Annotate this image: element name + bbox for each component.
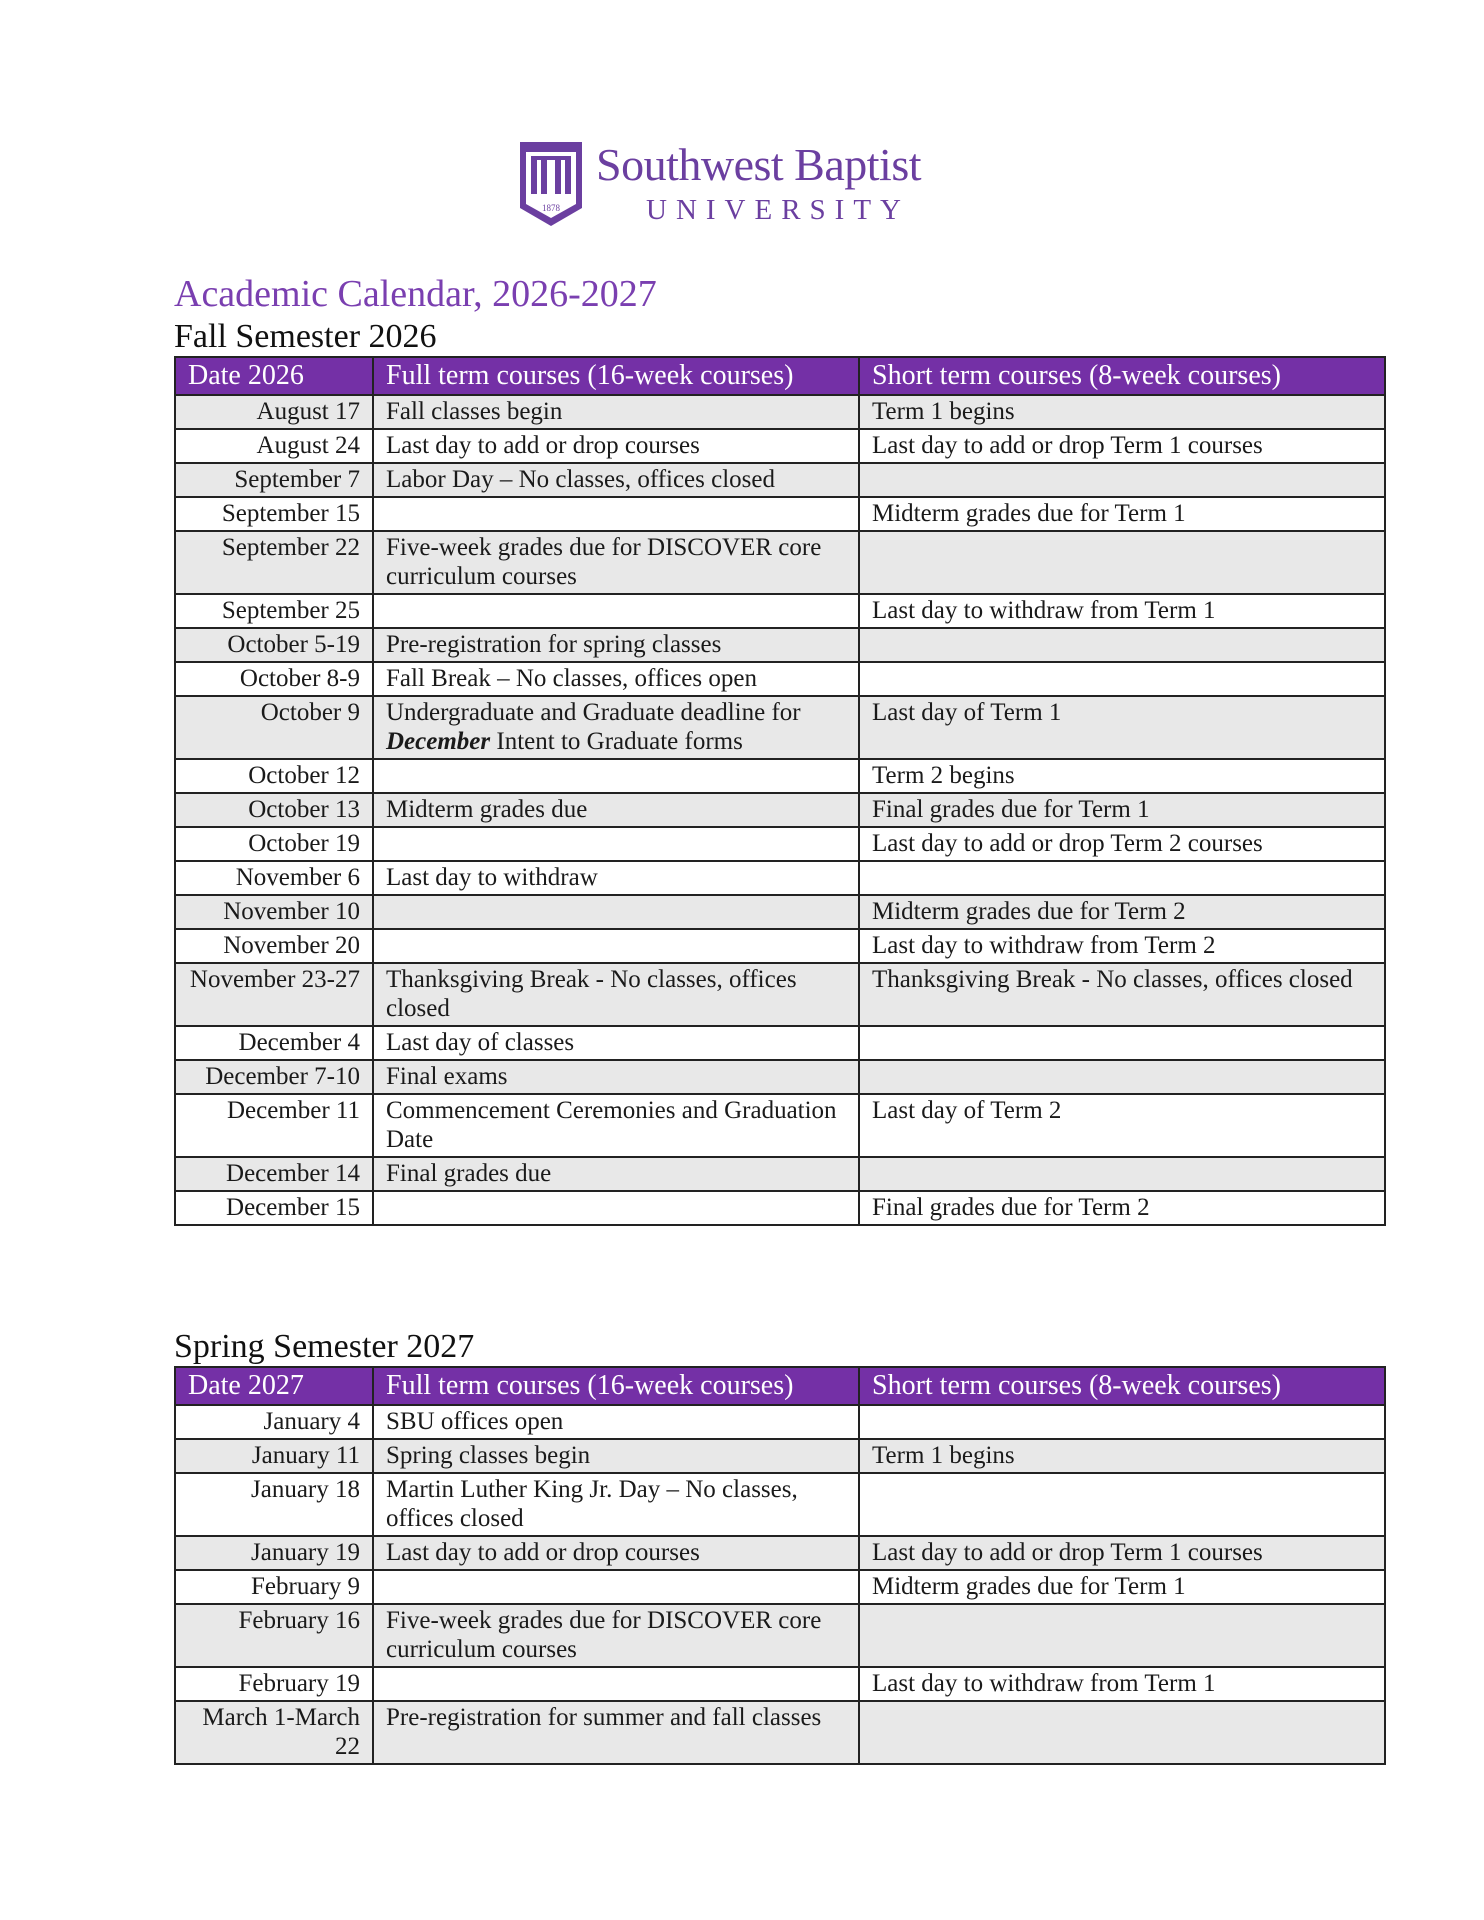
spring-calendar-table <box>174 1366 1386 1765</box>
table-row <box>175 395 1385 429</box>
table-row <box>175 1157 1385 1191</box>
table-row <box>175 793 1385 827</box>
row-short-term: Midterm grades due for Term 1 <box>859 1570 1385 1604</box>
row-short-term <box>859 1473 1385 1536</box>
row-date: October 9 <box>175 696 373 759</box>
table-row <box>175 1536 1385 1570</box>
row-short-term: Last day to withdraw from Term 1 <box>859 594 1385 628</box>
row-short-term: Final grades due for Term 2 <box>859 1191 1385 1225</box>
table-row <box>175 463 1385 497</box>
row-date: November 6 <box>175 861 373 895</box>
row-full-term-text: Undergraduate and Graduate deadline for <box>386 699 801 726</box>
table-row <box>175 1604 1385 1667</box>
fall-calendar-table <box>174 356 1386 1226</box>
row-date: September 22 <box>175 531 373 594</box>
row-short-term <box>859 1026 1385 1060</box>
row-full-term <box>373 497 859 531</box>
table-row <box>175 759 1385 793</box>
row-short-term <box>859 1701 1385 1764</box>
row-full-term <box>373 696 859 759</box>
table-row <box>175 861 1385 895</box>
row-date: February 19 <box>175 1667 373 1701</box>
row-full-term <box>373 929 859 963</box>
row-short-term <box>859 463 1385 497</box>
table-row <box>175 429 1385 463</box>
emphasis-december: December <box>386 728 491 755</box>
row-short-term: Last day of Term 2 <box>859 1094 1385 1157</box>
row-short-term: Last day to withdraw from Term 2 <box>859 929 1385 963</box>
row-full-term: Last day to add or drop courses <box>373 429 859 463</box>
row-short-term: Last day to add or drop Term 1 courses <box>859 429 1385 463</box>
row-short-term: Midterm grades due for Term 1 <box>859 497 1385 531</box>
table-row <box>175 1405 1385 1439</box>
row-full-term: SBU offices open <box>373 1405 859 1439</box>
row-full-term: Five-week grades due for DISCOVER core curriculum courses <box>373 1604 859 1667</box>
row-short-term <box>859 1604 1385 1667</box>
row-date: October 5-19 <box>175 628 373 662</box>
row-date: November 10 <box>175 895 373 929</box>
row-short-term <box>859 1060 1385 1094</box>
row-date: February 16 <box>175 1604 373 1667</box>
row-full-term: Thanksgiving Break - No classes, offices closed <box>373 963 859 1026</box>
row-short-term: Thanksgiving Break - No classes, offices closed <box>859 963 1385 1026</box>
row-short-term: Last day to add or drop Term 1 courses <box>859 1536 1385 1570</box>
university-logo <box>516 138 966 238</box>
column-header-date: Date 2027 <box>175 1367 373 1405</box>
row-short-term: Last day to add or drop Term 2 courses <box>859 827 1385 861</box>
row-full-term: Spring classes begin <box>373 1439 859 1473</box>
row-date: December 15 <box>175 1191 373 1225</box>
table-row <box>175 696 1385 759</box>
row-full-term: Final grades due <box>373 1157 859 1191</box>
column-header-full-term: Full term courses (16-week courses) <box>373 1367 859 1405</box>
row-full-term: Last day to withdraw <box>373 861 859 895</box>
row-date: November 23-27 <box>175 963 373 1026</box>
row-full-term <box>373 1191 859 1225</box>
row-short-term <box>859 628 1385 662</box>
row-full-term: Five-week grades due for DISCOVER core curriculum courses <box>373 531 859 594</box>
row-short-term <box>859 1157 1385 1191</box>
table-row <box>175 531 1385 594</box>
row-date: December 14 <box>175 1157 373 1191</box>
row-short-term <box>859 531 1385 594</box>
table-row <box>175 895 1385 929</box>
page-title: Academic Calendar, 2026-2027 <box>174 273 657 315</box>
row-date: January 18 <box>175 1473 373 1536</box>
row-full-term: Labor Day – No classes, offices closed <box>373 463 859 497</box>
row-date: January 19 <box>175 1536 373 1570</box>
table-header-row <box>175 1367 1385 1405</box>
table-row <box>175 1667 1385 1701</box>
row-short-term <box>859 861 1385 895</box>
table-row <box>175 1701 1385 1764</box>
table-row <box>175 1026 1385 1060</box>
table-row <box>175 662 1385 696</box>
row-date: March 1-March 22 <box>175 1701 373 1764</box>
row-full-term <box>373 895 859 929</box>
row-full-term: Final exams <box>373 1060 859 1094</box>
row-full-term: Pre-registration for spring classes <box>373 628 859 662</box>
row-full-term <box>373 827 859 861</box>
row-full-term: Last day of classes <box>373 1026 859 1060</box>
row-date: September 25 <box>175 594 373 628</box>
row-full-term: Last day to add or drop courses <box>373 1536 859 1570</box>
row-full-term <box>373 1570 859 1604</box>
row-date: September 15 <box>175 497 373 531</box>
column-header-short-term: Short term courses (8-week courses) <box>859 357 1385 395</box>
fall-semester-heading: Fall Semester 2026 <box>174 318 437 355</box>
column-header-date: Date 2026 <box>175 357 373 395</box>
table-row <box>175 1094 1385 1157</box>
row-short-term: Last day to withdraw from Term 1 <box>859 1667 1385 1701</box>
table-row <box>175 963 1385 1026</box>
row-full-term: Fall classes begin <box>373 395 859 429</box>
row-date: August 24 <box>175 429 373 463</box>
table-row <box>175 1473 1385 1536</box>
row-full-term <box>373 759 859 793</box>
row-full-term: Pre-registration for summer and fall classes <box>373 1701 859 1764</box>
row-full-term: Commencement Ceremonies and Graduation Date <box>373 1094 859 1157</box>
row-date: December 7-10 <box>175 1060 373 1094</box>
logo-name: Southwest Baptist <box>596 139 922 190</box>
row-full-term <box>373 594 859 628</box>
row-short-term <box>859 1405 1385 1439</box>
row-full-term: Martin Luther King Jr. Day – No classes, offices closed <box>373 1473 859 1536</box>
row-date: January 4 <box>175 1405 373 1439</box>
row-short-term: Term 1 begins <box>859 395 1385 429</box>
row-short-term: Term 2 begins <box>859 759 1385 793</box>
row-full-term: Midterm grades due <box>373 793 859 827</box>
spring-semester-heading: Spring Semester 2027 <box>174 1328 475 1365</box>
table-header-row <box>175 357 1385 395</box>
table-row <box>175 1060 1385 1094</box>
column-header-short-term: Short term courses (8-week courses) <box>859 1367 1385 1405</box>
shield-crest-icon <box>516 138 586 230</box>
row-full-term: Fall Break – No classes, offices open <box>373 662 859 696</box>
table-row <box>175 497 1385 531</box>
table-row <box>175 628 1385 662</box>
row-date: August 17 <box>175 395 373 429</box>
table-row <box>175 1191 1385 1225</box>
table-row <box>175 594 1385 628</box>
row-date: October 8-9 <box>175 662 373 696</box>
table-row <box>175 827 1385 861</box>
row-date: November 20 <box>175 929 373 963</box>
row-short-term: Last day of Term 1 <box>859 696 1385 759</box>
row-date: January 11 <box>175 1439 373 1473</box>
row-short-term: Term 1 begins <box>859 1439 1385 1473</box>
row-short-term <box>859 662 1385 696</box>
row-full-term-text-end: Intent to Graduate forms <box>496 728 743 755</box>
row-date: October 19 <box>175 827 373 861</box>
row-date: October 13 <box>175 793 373 827</box>
row-date: December 11 <box>175 1094 373 1157</box>
row-date: February 9 <box>175 1570 373 1604</box>
row-date: December 4 <box>175 1026 373 1060</box>
row-date: September 7 <box>175 463 373 497</box>
table-row <box>175 1570 1385 1604</box>
logo-university: UNIVERSITY <box>646 194 910 226</box>
column-header-full-term: Full term courses (16-week courses) <box>373 357 859 395</box>
row-short-term: Final grades due for Term 1 <box>859 793 1385 827</box>
row-date: October 12 <box>175 759 373 793</box>
table-row <box>175 1439 1385 1473</box>
logo-year: 1878 <box>542 203 560 213</box>
table-row <box>175 929 1385 963</box>
row-full-term <box>373 1667 859 1701</box>
row-short-term: Midterm grades due for Term 2 <box>859 895 1385 929</box>
